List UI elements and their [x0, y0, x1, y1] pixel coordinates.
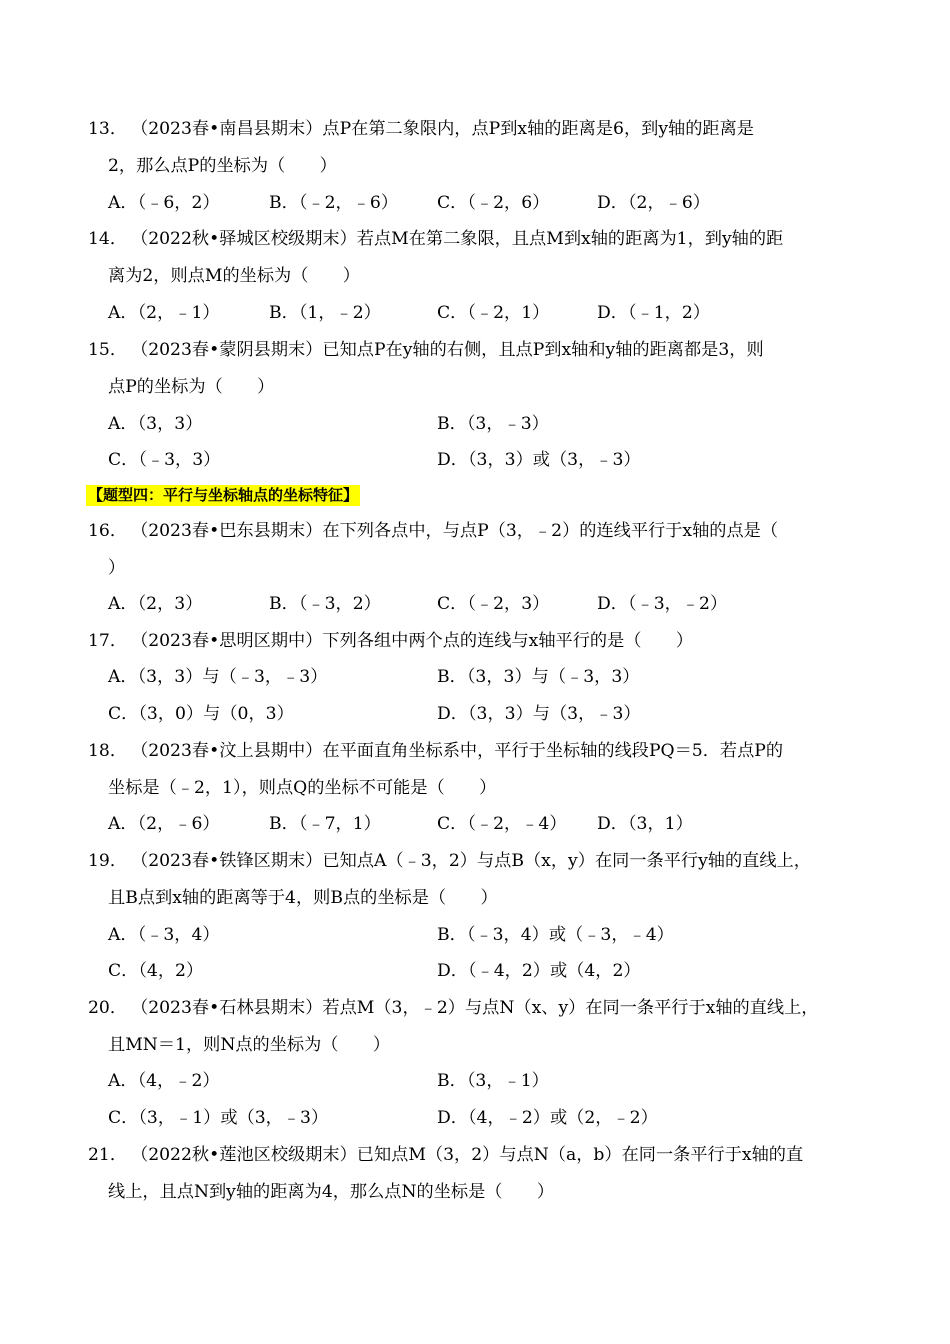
options-row: [0, 409, 950, 439]
options-row: [0, 920, 950, 950]
question-13: [0, 114, 950, 144]
question-text: （2023春•思明区期中）下列各组中两个点的连线与x轴平行的是（ ）: [131, 631, 694, 651]
options-row: [0, 956, 950, 986]
question-text-continued: 坐标是（﹣2，1），则点Q的坐标不可能是（ ）: [108, 778, 497, 798]
question-text-continued: 且B点到x轴的距离等于4，则B点的坐标是（ ）: [108, 888, 498, 908]
section-heading: 【题型四：平行与坐标轴点的坐标特征】: [88, 486, 359, 504]
options-row: [0, 445, 950, 475]
option-c: C．（3，﹣1）或（3，﹣3）: [108, 1108, 329, 1128]
option-d: D．（﹣3，﹣2）: [597, 594, 728, 614]
question-number: 13．: [88, 119, 128, 139]
question-text-continued: 线上，且点N到y轴的距离为4，那么点N的坐标是（ ）: [108, 1182, 555, 1202]
options-row: [0, 589, 950, 619]
option-a: A．（﹣3，4）: [108, 925, 220, 945]
options-row: [0, 1066, 950, 1096]
question-text: （2023春•汶上县期中）在平面直角坐标系中，平行于坐标轴的线段PQ＝5．若点P的: [131, 741, 784, 761]
option-b: B．（3，﹣3）: [437, 414, 549, 434]
option-a: A．（2，﹣1）: [108, 303, 220, 323]
question-18: [0, 736, 950, 766]
option-a: A．（﹣6，2）: [108, 193, 220, 213]
options-row: [0, 298, 950, 328]
option-a: A．（3，3）与（﹣3，﹣3）: [108, 667, 328, 687]
question-text: （2023春•石林县期末）若点M（3，﹣2）与点N（x、y）在同一条平行于x轴的直线上，: [131, 998, 819, 1018]
options-row: [0, 662, 950, 692]
question-15: [0, 335, 950, 365]
question-19: [0, 846, 950, 876]
question-number: 21．: [88, 1145, 128, 1165]
option-c: C．（3，0）与（0，3）: [108, 704, 294, 724]
option-b: B．（﹣3，4）或（﹣3，﹣4）: [437, 925, 674, 945]
option-a: A．（4，﹣2）: [108, 1071, 220, 1091]
question-16: [0, 516, 950, 546]
question-text-continued: 且MN＝1，则N点的坐标为（ ）: [108, 1035, 391, 1055]
option-a: A．（2，﹣6）: [108, 814, 220, 834]
option-c: C．（4，2）: [108, 961, 204, 981]
question-number: 20．: [88, 998, 128, 1018]
question-text: （2023春•蒙阴县期末）已知点P在y轴的右侧，且点P到x轴和y轴的距离都是3，则: [131, 340, 764, 360]
question-text-continued: ）: [108, 558, 126, 578]
options-row: [0, 699, 950, 729]
option-b: B．（1，﹣2）: [269, 303, 381, 323]
question-text: （2022秋•莲池区校级期末）已知点M（3，2）与点N（a，b）在同一条平行于x轴的直: [131, 1145, 804, 1165]
option-d: D．（4，﹣2）或（2，﹣2）: [437, 1108, 658, 1128]
question-number: 16．: [88, 521, 128, 541]
question-text: （2023春•南昌县期末）点P在第二象限内，点P到x轴的距离是6，到y轴的距离是: [131, 119, 754, 139]
option-d: D．（3，3）与（3，﹣3）: [437, 704, 641, 724]
option-b: B．（3，3）与（﹣3，3）: [437, 667, 640, 687]
option-d: D．（﹣1，2）: [597, 303, 710, 323]
option-d: D．（2，﹣6）: [597, 193, 710, 213]
option-b: B．（﹣2，﹣6）: [269, 193, 399, 213]
question-17: [0, 626, 950, 656]
question-number: 15．: [88, 340, 128, 360]
question-14: [0, 224, 950, 254]
options-row: [0, 809, 950, 839]
options-row: [0, 188, 950, 218]
option-c: C．（﹣2，1）: [437, 303, 550, 323]
options-row: [0, 1103, 950, 1133]
option-c: C．（﹣3，3）: [108, 450, 221, 470]
question-number: 17．: [88, 631, 128, 651]
option-d: D．（3，3）或（3，﹣3）: [437, 450, 641, 470]
option-d: D．（﹣4，2）或（4，2）: [437, 961, 641, 981]
question-text: （2023春•铁锋区期末）已知点A（﹣3，2）与点B（x，y）在同一条平行y轴的直线上，: [131, 851, 811, 871]
option-b: B．（3，﹣1）: [437, 1071, 549, 1091]
question-text: （2022秋•驿城区校级期末）若点M在第二象限，且点M到x轴的距离为1，到y轴的距: [131, 229, 784, 249]
option-c: C．（﹣2，﹣4）: [437, 814, 567, 834]
question-number: 18．: [88, 741, 128, 761]
option-d: D．（3，1）: [597, 814, 693, 834]
option-b: B．（﹣7，1）: [269, 814, 381, 834]
option-b: B．（﹣3，2）: [269, 594, 381, 614]
question-text-continued: 点P的坐标为（ ）: [108, 377, 275, 397]
question-text: （2023春•巴东县期末）在下列各点中，与点P（3，﹣2）的连线平行于x轴的点是（: [131, 521, 779, 541]
option-c: C．（﹣2，6）: [437, 193, 550, 213]
option-a: A．（3，3）: [108, 414, 203, 434]
question-number: 14．: [88, 229, 128, 249]
question-text-continued: 离为2，则点M的坐标为（ ）: [108, 266, 360, 286]
question-21: [0, 1140, 950, 1170]
option-c: C．（﹣2，3）: [437, 594, 550, 614]
question-20: [0, 993, 950, 1023]
option-a: A．（2，3）: [108, 594, 203, 614]
question-number: 19．: [88, 851, 128, 871]
question-text-continued: 2，那么点P的坐标为（ ）: [108, 156, 337, 176]
